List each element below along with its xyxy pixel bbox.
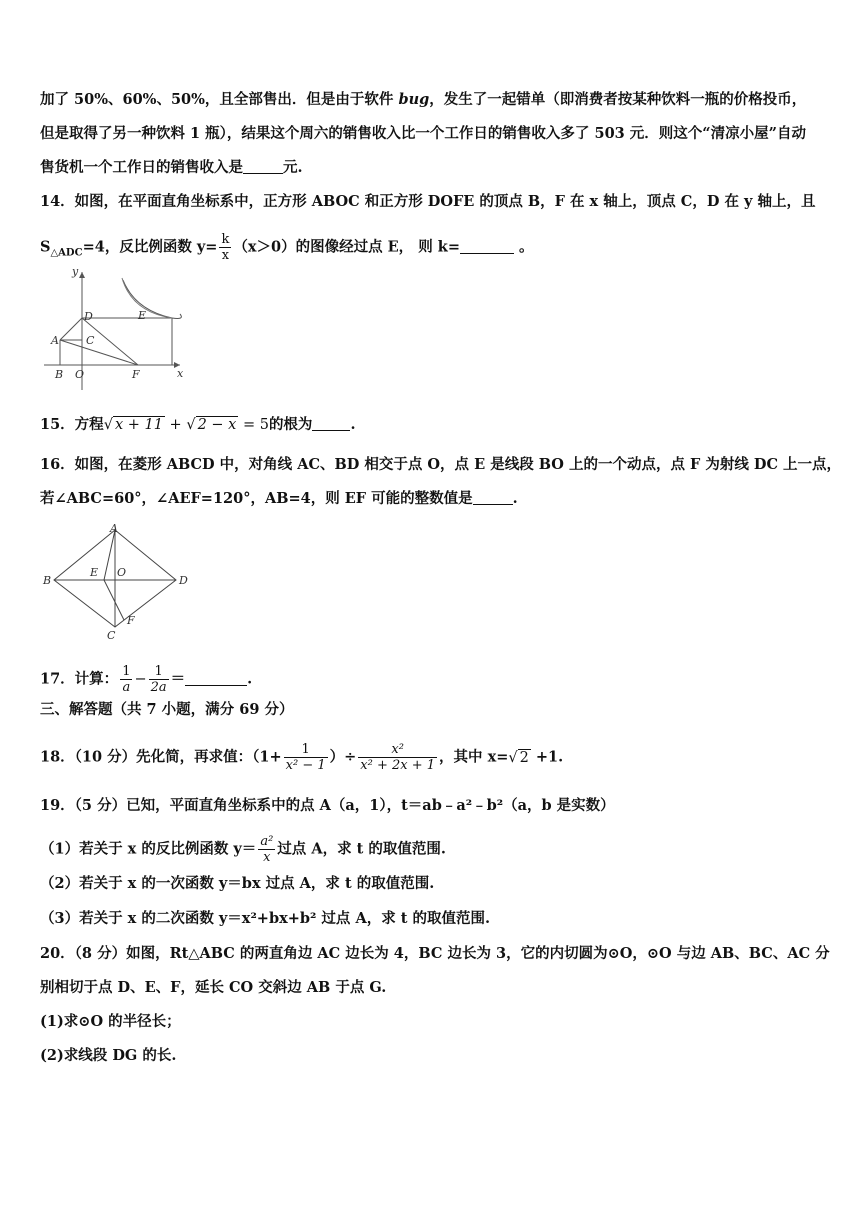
fig14-label-O: O [75, 368, 85, 381]
fig16-label-B: B [43, 574, 52, 587]
answer-blank [460, 239, 514, 254]
q19-part-3: （3）若关于 x 的二次函数 y＝x²+bx+b² 过点 A，求 t 的取值范围. [40, 910, 491, 927]
q20-part-2: (2)求线段 DG 的长. [40, 1047, 177, 1064]
q18-line: 18．（10 分）先化简，再求值：（1+ $\frac{1}{\text{x² − 1}}$ ）÷ $\frac{\text{x²}}{\text{x² + 2x + 1}}$ ，其中 x=√ 2 +1. [40, 742, 564, 773]
q19-line-1: 19．（5 分）已知，平面直角坐标系中的点 A（a，1），t＝ab﹣a²﹣b²（a，b 是实数） [40, 797, 615, 814]
sqrt-1: √ x + 11 [103, 417, 163, 433]
fig16-label-O: O [117, 566, 127, 579]
q17-line: 17．计算： $\frac{1}{a}$ − $\frac{1}{2a}$ ＝ . [40, 664, 253, 695]
q16-line-2: 若∠ABC=60°，∠AEF=120°，AB=4，则 EF 可能的整数值是 . [40, 490, 518, 507]
bug-word: bug [398, 91, 430, 108]
answer-blank [185, 671, 247, 686]
fig14-label-C: C [86, 334, 95, 347]
intro-line-3: 售货机一个工作日的销售收入是 元. [40, 159, 303, 176]
fraction-1-over-a: $\frac{1}{a}$ [122, 664, 131, 695]
q20-line-1: 20．（8 分）如图，Rt△ABC 的两直角边 AC 边长为 4，BC 边长为 3，它的内切圆为⊙O，⊙O 与边 AB、BC、AC 分 [40, 945, 830, 962]
fig14-label-A: A [51, 334, 59, 347]
q16-figure [40, 522, 195, 642]
answer-blank [312, 416, 350, 431]
q14-figure [40, 262, 190, 397]
q15-line: 15．方程√ x + 11 + √ 2 − x = 5的根为 . [40, 416, 356, 433]
q20-line-2: 别相切于点 D、E、F，延长 CO 交斜边 AB 于点 G. [40, 979, 387, 996]
sqrt-2: √ 2 [508, 749, 529, 766]
q16-line-1: 16．如图，在菱形 ABCD 中，对角线 AC、BD 相交于点 O，点 E 是线段 BO 上的一个动点，点 F 为射线 DC 上一点， [40, 456, 842, 473]
fig14-label-B: B [55, 368, 64, 381]
q20-part-1: (1)求⊙O 的半径长； [40, 1013, 181, 1030]
fig16-label-E: E [90, 566, 99, 579]
q14-line-1: 14．如图，在平面直角坐标系中，正方形 ABOC 和正方形 DOFE 的顶点 B，F 在 x 轴上，顶点 C，D 在 y 轴上，且 [40, 193, 816, 210]
answer-blank [473, 490, 513, 505]
fig14-label-x: x [177, 367, 184, 380]
fraction-x2-over-poly: $\frac{\text{x²}}{\text{x² + 2x + 1}}$ [360, 742, 436, 773]
fraction-1-over-x2-1: $\frac{1}{\text{x² − 1}}$ [285, 742, 326, 773]
fraction-a2-over-x: $\frac{\text{a²}}{x}$ [260, 834, 274, 865]
sqrt-2: √ 2 − x [186, 417, 237, 433]
fig14-label-D: D [84, 310, 93, 323]
section-3-heading: 三、解答题（共 7 小题，满分 69 分） [40, 701, 294, 718]
fig14-label-y: y [72, 265, 79, 278]
intro-line-1: 加了 50%、60%、50%，且全部售出．但是由于软件 bug，发生了一起错单（即消费者按某种饮料一瓶的价格投币， [40, 91, 807, 108]
intro-line-2: 但是取得了另一种饮料 1 瓶），结果这个周六的销售收入比一个工作日的销售收入多了 503 元．则这个“清凉小屋”自动 [40, 125, 806, 142]
q14-line-2: $S_{\triangle ADC}=4$，反比例函数 y= $\frac{k}{x}$ （x＞0）的图像经过点 E， 则 k= 。 [40, 232, 534, 263]
q19-part-2: （2）若关于 x 的一次函数 y＝bx 过点 A，求 t 的取值范围. [40, 875, 435, 892]
answer-blank [243, 159, 283, 174]
fig14-label-F: F [132, 368, 140, 381]
fig16-label-F: F [127, 614, 135, 627]
fig14-label-E: E [138, 309, 147, 322]
fig16-label-C: C [107, 629, 116, 642]
fig16-label-A: A [110, 522, 118, 535]
fig16-label-D: D [179, 574, 188, 587]
fraction-1-over-2a: $\frac{1}{2a}$ [150, 664, 167, 695]
q19-part-1: （1）若关于 x 的反比例函数 y＝ $\frac{\text{a²}}{x}$ 过点 A，求 t 的取值范围. [40, 834, 446, 865]
fraction-k-over-x: $\frac{k}{x}$ [221, 232, 230, 263]
